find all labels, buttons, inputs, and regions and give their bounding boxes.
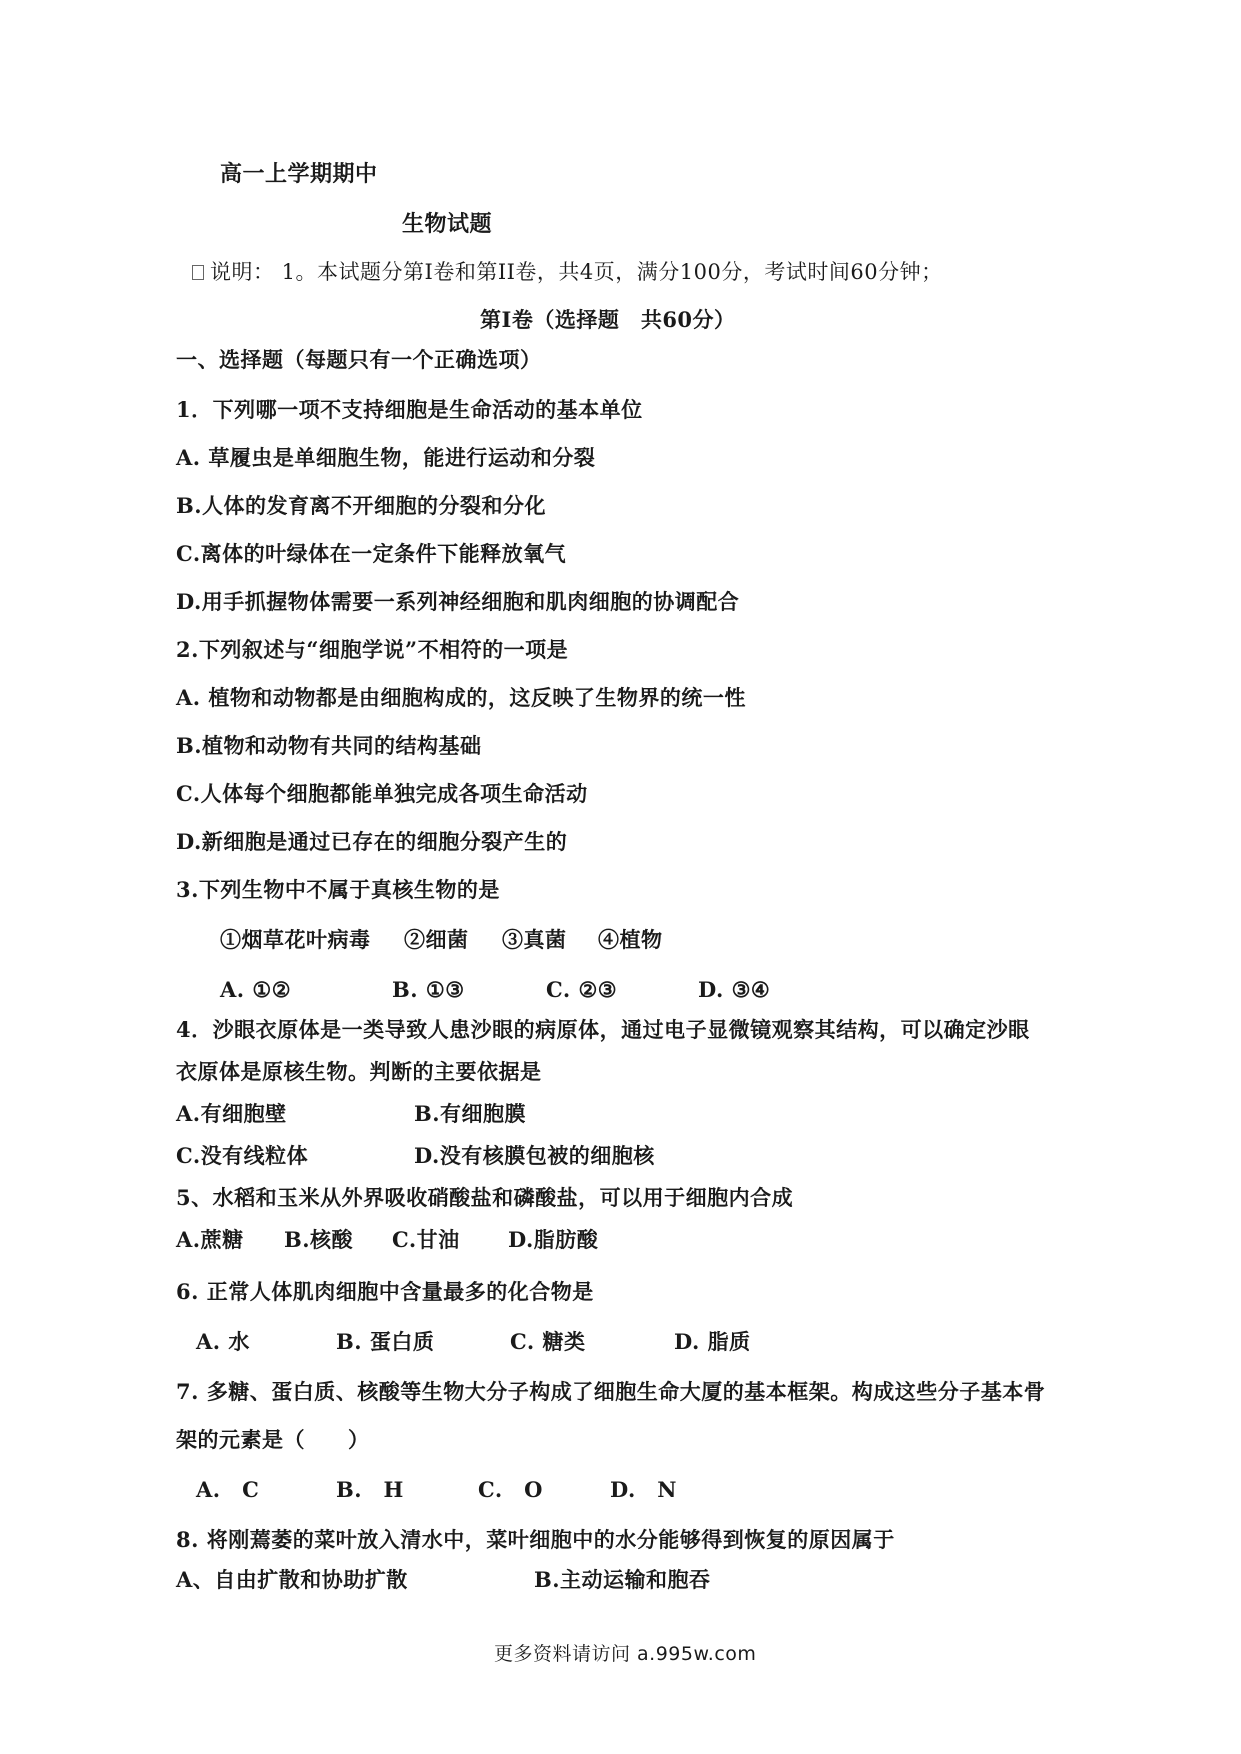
question-1-stem: 1．下列哪一项不支持细胞是生命活动的基本单位: [176, 397, 643, 422]
question-8-option-b: B.主动运输和胞吞: [534, 1567, 711, 1592]
question-1-option-b: B.人体的发育离不开细胞的分裂和分化: [176, 493, 547, 518]
question-7-stem-line2: 架的元素是（ ）: [176, 1427, 370, 1452]
question-5-option-b: B.核酸: [284, 1227, 354, 1252]
question-7-stem-line1: 7. 多糖、蛋白质、核酸等生物大分子构成了细胞生命大厦的基本框架。构成这些分子基本骨: [176, 1379, 1046, 1404]
question-5-stem: 5、水稻和玉米从外界吸收硝酸盐和磷酸盐，可以用于细胞内合成: [176, 1185, 794, 1210]
question-1-option-d: D.用手抓握物体需要一系列神经细胞和肌肉细胞的协调配合: [176, 589, 740, 614]
question-4-stem-line2: 衣原体是原核生物。判断的主要依据是: [176, 1059, 542, 1084]
question-3-item-1: ①烟草花叶病毒: [220, 927, 371, 952]
question-7-option-d: D. N: [610, 1477, 677, 1502]
question-6-option-a: A. 水: [196, 1329, 250, 1354]
question-6-option-c: C. 糖类: [510, 1329, 586, 1354]
question-2-option-d: D.新细胞是通过已存在的细胞分裂产生的: [176, 829, 568, 854]
question-3-option-c: C. ②③: [546, 977, 618, 1002]
question-2-stem: 2.下列叙述与“细胞学说”不相符的一项是: [176, 637, 569, 662]
question-6-option-d: D. 脂质: [674, 1329, 751, 1354]
question-5-option-a: A.蔗糖: [176, 1227, 244, 1252]
question-3-option-a: A. ①②: [220, 977, 292, 1002]
part-title: 一、选择题（每题只有一个正确选项）: [176, 347, 542, 372]
question-1-option-c: C.离体的叶绿体在一定条件下能释放氧气: [176, 541, 567, 566]
question-4-option-d: D.没有核膜包被的细胞核: [414, 1143, 655, 1168]
question-6-stem: 6. 正常人体肌肉细胞中含量最多的化合物是: [176, 1279, 594, 1304]
question-2-option-a: A. 植物和动物都是由细胞构成的，这反映了生物界的统一性: [176, 685, 746, 710]
question-3-item-4: ④植物: [598, 927, 663, 952]
question-7-option-c: C. O: [478, 1477, 543, 1502]
section-title: 第Ⅰ卷（选择题 共60分）: [480, 307, 736, 332]
exam-subtitle: 生物试题: [402, 211, 493, 237]
question-4-option-a: A.有细胞壁: [176, 1101, 287, 1126]
question-4-stem-line1: 4．沙眼衣原体是一类导致人患沙眼的病原体，通过电子显微镜观察其结构，可以确定沙眼: [176, 1017, 1030, 1042]
question-5-option-d: D.脂肪酸: [508, 1227, 599, 1252]
question-1-option-a: A. 草履虫是单细胞生物，能进行运动和分裂: [176, 445, 596, 470]
question-4-option-c: C.没有线粒体: [176, 1143, 309, 1168]
exam-title: 高一上学期期中: [220, 161, 378, 187]
box-glyph-icon: [192, 265, 204, 280]
question-3-item-2: ②细菌: [404, 927, 469, 952]
exam-note-row: [192, 258, 943, 286]
question-8-option-a: A、自由扩散和协助扩散: [176, 1567, 408, 1592]
question-4-option-b: B.有细胞膜: [414, 1101, 527, 1126]
exam-note: 说明： 1。本试题分第Ⅰ卷和第II卷，共4页，满分100分，考试时间60分钟；: [210, 260, 943, 284]
question-2-option-b: B.植物和动物有共同的结构基础: [176, 733, 482, 758]
question-6-option-b: B. 蛋白质: [336, 1329, 435, 1354]
footer-link-text: 更多资料请访问 a.995w.com: [494, 1643, 757, 1665]
question-2-option-c: C.人体每个细胞都能单独完成各项生命活动: [176, 781, 588, 806]
question-3-option-d: D. ③④: [698, 977, 771, 1002]
question-3-option-b: B. ①③: [392, 977, 465, 1002]
question-7-option-a: A. C: [196, 1477, 260, 1502]
question-3-stem: 3.下列生物中不属于真核生物的是: [176, 877, 500, 902]
question-3-item-3: ③真菌: [502, 927, 567, 952]
question-5-option-c: C.甘油: [392, 1227, 460, 1252]
question-7-option-b: B. H: [336, 1477, 404, 1502]
question-8-stem: 8. 将刚蔫萎的菜叶放入清水中，菜叶细胞中的水分能够得到恢复的原因属于: [176, 1527, 895, 1552]
